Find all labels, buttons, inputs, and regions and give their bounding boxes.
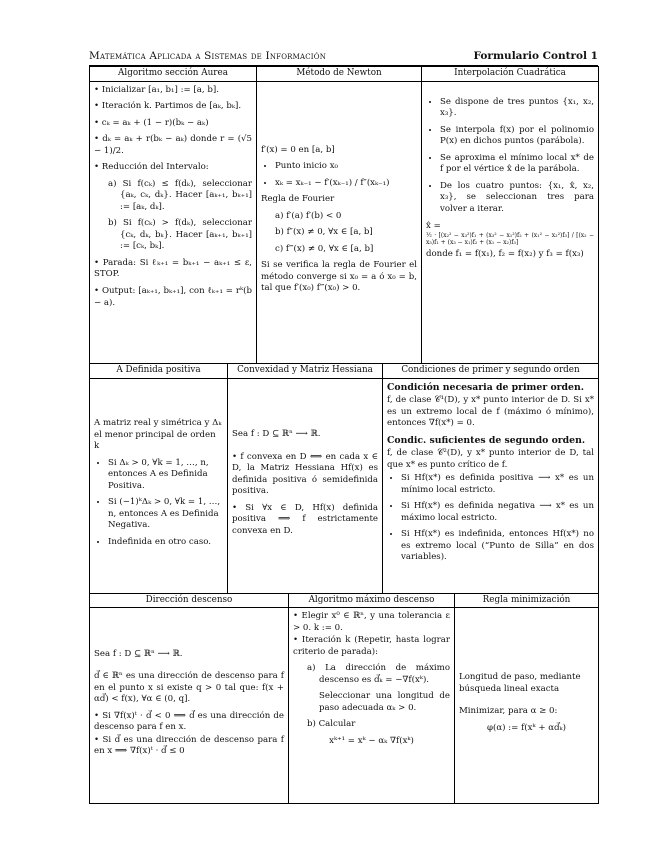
vertex-label: x̂ = bbox=[426, 221, 441, 232]
descenso-cell bbox=[90, 608, 289, 804]
aurea-step: • Inicializar [a₁, b₁] := [a, b]. bbox=[94, 84, 219, 95]
fourier-cond: a) f′(a) f′(b) < 0 bbox=[275, 210, 342, 221]
interp-item: • De los cuatro puntos: {x₁, x̂, x₂, x₃}, se seleccionan tres para volver a iterar. bbox=[440, 181, 594, 216]
newton-cell bbox=[257, 81, 422, 363]
aurea-step: • Output: [aₖ₊₁, bₖ₊₁], con ℓₖ₊₁ = rᵏ(b − a). bbox=[94, 286, 252, 308]
aurea-case-a: a) Si f(cₖ) ≤ f(dₖ), seleccionar {aₖ, cₖ, dₖ}. Hacer [aₖ₊₁, bₖ₊₁] := [aₖ, dₖ]. bbox=[108, 178, 252, 212]
heading-maximo-descenso: Algoritmo máximo descenso bbox=[289, 593, 455, 608]
aurea-step: • cₖ = aₖ + (1 − r)(bₖ − aₖ) bbox=[94, 117, 209, 128]
descenso-item: • Si ∇f(x)ᵗ · d⃗ < 0 ⟹ d⃗ es una dirección de descenso para f en x. bbox=[94, 710, 284, 733]
interp-definitions: donde f₁ = f(x₁), f₂ = f(x₂) y f₃ = f(x₃) bbox=[426, 249, 584, 260]
course-title: Matemática Aplicada a Sistemas de Información bbox=[89, 50, 327, 62]
aurea-step: • Parada: Si ℓₖ₊₁ = bₖ₊₁ − aₖ₊₁ ≤ ε, STOP. bbox=[94, 257, 252, 280]
heading-regla-minimizacion: Regla minimización bbox=[455, 593, 599, 608]
condiciones-cell bbox=[383, 378, 599, 593]
fourier-title: Regla de Fourier bbox=[261, 194, 335, 205]
maxdesc-step: • Elegir x⁰ ∈ ℝⁿ, y una tolerancia ε > 0. k := 0. bbox=[293, 611, 450, 633]
regla-text: Minimizar, para α ≥ 0: bbox=[459, 706, 558, 717]
second-order-item: • Si Hf(x*) es definida negativa ⟶ x* es un máximo local estricto. bbox=[401, 501, 594, 524]
descenso-definition: d⃗ ∈ ℝⁿ es una dirección de descenso para f en el punto x si existe q > 0 tal que: f(x + αd⃗) < f(x), ∀α ∈ (0, q]. bbox=[94, 671, 284, 705]
regla-text: Longitud de paso, mediante búsqueda lineal exacta bbox=[459, 672, 581, 694]
regla-cell bbox=[455, 608, 599, 804]
descenso-domain: Sea f : D ⊆ ℝⁿ ⟶ ℝ. bbox=[94, 648, 183, 659]
interpolacion-cell bbox=[422, 81, 599, 363]
interp-item: • Se interpola f(x) por el polinomio P(x) en dichos puntos (parábola). bbox=[440, 125, 594, 148]
aurea-step: • Iteración k. Partimos de [aₖ, bₖ]. bbox=[94, 101, 242, 112]
heading-aurea: Algoritmo sección Aurea bbox=[90, 67, 257, 82]
defpos-item: • Indefinida en otro caso. bbox=[108, 537, 223, 549]
second-order-text: f, de clase 𝒞²(D), y x* punto interior de D, tal que x* es punto crítico de f. bbox=[387, 448, 594, 470]
row1-table bbox=[89, 66, 599, 364]
row3-table bbox=[89, 593, 599, 805]
row2-table bbox=[89, 363, 599, 594]
convex-item: • Si ∀x ∈ D, Hf(x) definida positiva ⟹ f estrictamente convexa en D. bbox=[232, 502, 378, 536]
interp-item: • Se aproxima el mínimo local x* de f por el vértice x̂ de la parábola. bbox=[440, 153, 594, 176]
newton-item: • Punto inicio x₀ bbox=[275, 161, 417, 173]
heading-convexidad: Convexidad y Matriz Hessiana bbox=[228, 363, 383, 378]
maxdesc-update: xᵏ⁺¹ = xᵏ − αₖ ∇f(xᵏ) bbox=[329, 735, 414, 746]
aurea-cell bbox=[90, 81, 257, 363]
maxdesc-cell bbox=[289, 608, 455, 804]
newton-equation: f′(x) = 0 en [a, b] bbox=[261, 144, 335, 155]
heading-direccion-descenso: Dirección descenso bbox=[90, 593, 289, 608]
fourier-cond: c) f‴(x) ≠ 0, ∀x ∈ [a, b] bbox=[275, 243, 374, 254]
heading-newton: Método de Newton bbox=[257, 67, 422, 82]
defpos-cell bbox=[90, 378, 228, 593]
newton-item: • xₖ = xₖ₋₁ − f′(xₖ₋₁) / f″(xₖ₋₁) bbox=[275, 178, 417, 190]
fourier-cond: b) f″(x) ≠ 0, ∀x ∈ [a, b] bbox=[275, 227, 373, 238]
newton-convergence: Si se verifica la regla de Fourier el método converge si x₀ = a ó x₀ = b, tal que f′(x₀) f‴(x₀) > 0. bbox=[261, 260, 417, 294]
first-order-title: Condición necesaria de primer orden. bbox=[387, 381, 584, 393]
defpos-item: • Si Δₖ > 0, ∀k = 1, …, n, entonces A es Definida Positiva. bbox=[108, 458, 223, 493]
maxdesc-substep: Seleccionar una longitud de paso adecuada αₖ > 0. bbox=[319, 691, 450, 713]
defpos-intro: A matriz real y simétrica y Δₖ el menor principal de orden k bbox=[94, 417, 222, 452]
descenso-item: • Si d⃗ es una dirección de descenso para f en x ⟹ ∇f(x)ᵗ · d⃗ ≤ 0 bbox=[94, 734, 284, 757]
heading-interpolacion: Interpolación Cuadrática bbox=[422, 67, 599, 82]
heading-definida-positiva: A Definida positiva bbox=[90, 363, 228, 378]
maxdesc-step: • Iteración k (Repetir, hasta lograr criterio de parada): bbox=[293, 635, 450, 657]
interp-item: • Se dispone de tres puntos {x₁, x₂, x₃}. bbox=[440, 97, 594, 120]
aurea-step: • Reducción del Intervalo: bbox=[94, 162, 209, 173]
second-order-item: • Si Hf(x*) es definida positiva ⟶ x* es un mínimo local estricto. bbox=[401, 473, 594, 496]
maxdesc-substep: b) Calcular bbox=[307, 719, 356, 730]
convex-cell bbox=[228, 378, 383, 593]
convex-item: • f convexa en D ⟺ en cada x ∈ D, la Matriz Hessiana Hf(x) es definida positiva ó semidefinida positiva. bbox=[232, 451, 378, 497]
vertex-formula: ½ · [(x₂² − x₃²)f₁ + (x₃² − x₁²)f₂ + (x₁² − x₂²)f₃] / [(x₂ − x₃)f₁ + (x₃ − x₁)f₂ + (x₁ − x₂)f₃] bbox=[426, 231, 594, 246]
aurea-case-b: b) Si f(cₖ) > f(dₖ), seleccionar {cₖ, dₖ, bₖ}. Hacer [aₖ₊₁, bₖ₊₁] := [cₖ, bₖ]. bbox=[108, 218, 252, 252]
regla-formula: φ(α) := f(xᵏ + αd⃗ₖ) bbox=[486, 722, 566, 733]
formulario-page bbox=[89, 50, 598, 804]
aurea-step: • dₖ = aₖ + r(bₖ − aₖ) donde r = (√5 − 1)/2. bbox=[94, 134, 252, 156]
second-order-title: Condic. suficientes de segundo orden. bbox=[387, 434, 586, 446]
heading-condiciones: Condiciones de primer y segundo orden bbox=[383, 363, 599, 378]
convex-domain: Sea f : D ⊆ ℝⁿ ⟶ ℝ. bbox=[232, 429, 321, 439]
second-order-item: • Si Hf(x*) es indefinida, entonces Hf(x*) no es extremo local (“Punto de Silla” en dos variables). bbox=[401, 529, 594, 564]
first-order-text: f, de clase 𝒞¹(D), y x* punto interior de D. Si x* es un extremo local de f (máximo ó mínimo), entonces ∇f(x*) = 0. bbox=[387, 395, 594, 429]
defpos-item: • Si (−1)ᵏΔₖ > 0, ∀k = 1, …, n, entonces A es Definida Negativa. bbox=[108, 497, 223, 532]
maxdesc-substep: a) La dirección de máximo descenso es d⃗ₖ = −∇f(xᵏ). bbox=[307, 663, 450, 685]
page-header bbox=[89, 50, 598, 66]
document-title: Formulario Control 1 bbox=[473, 50, 598, 62]
